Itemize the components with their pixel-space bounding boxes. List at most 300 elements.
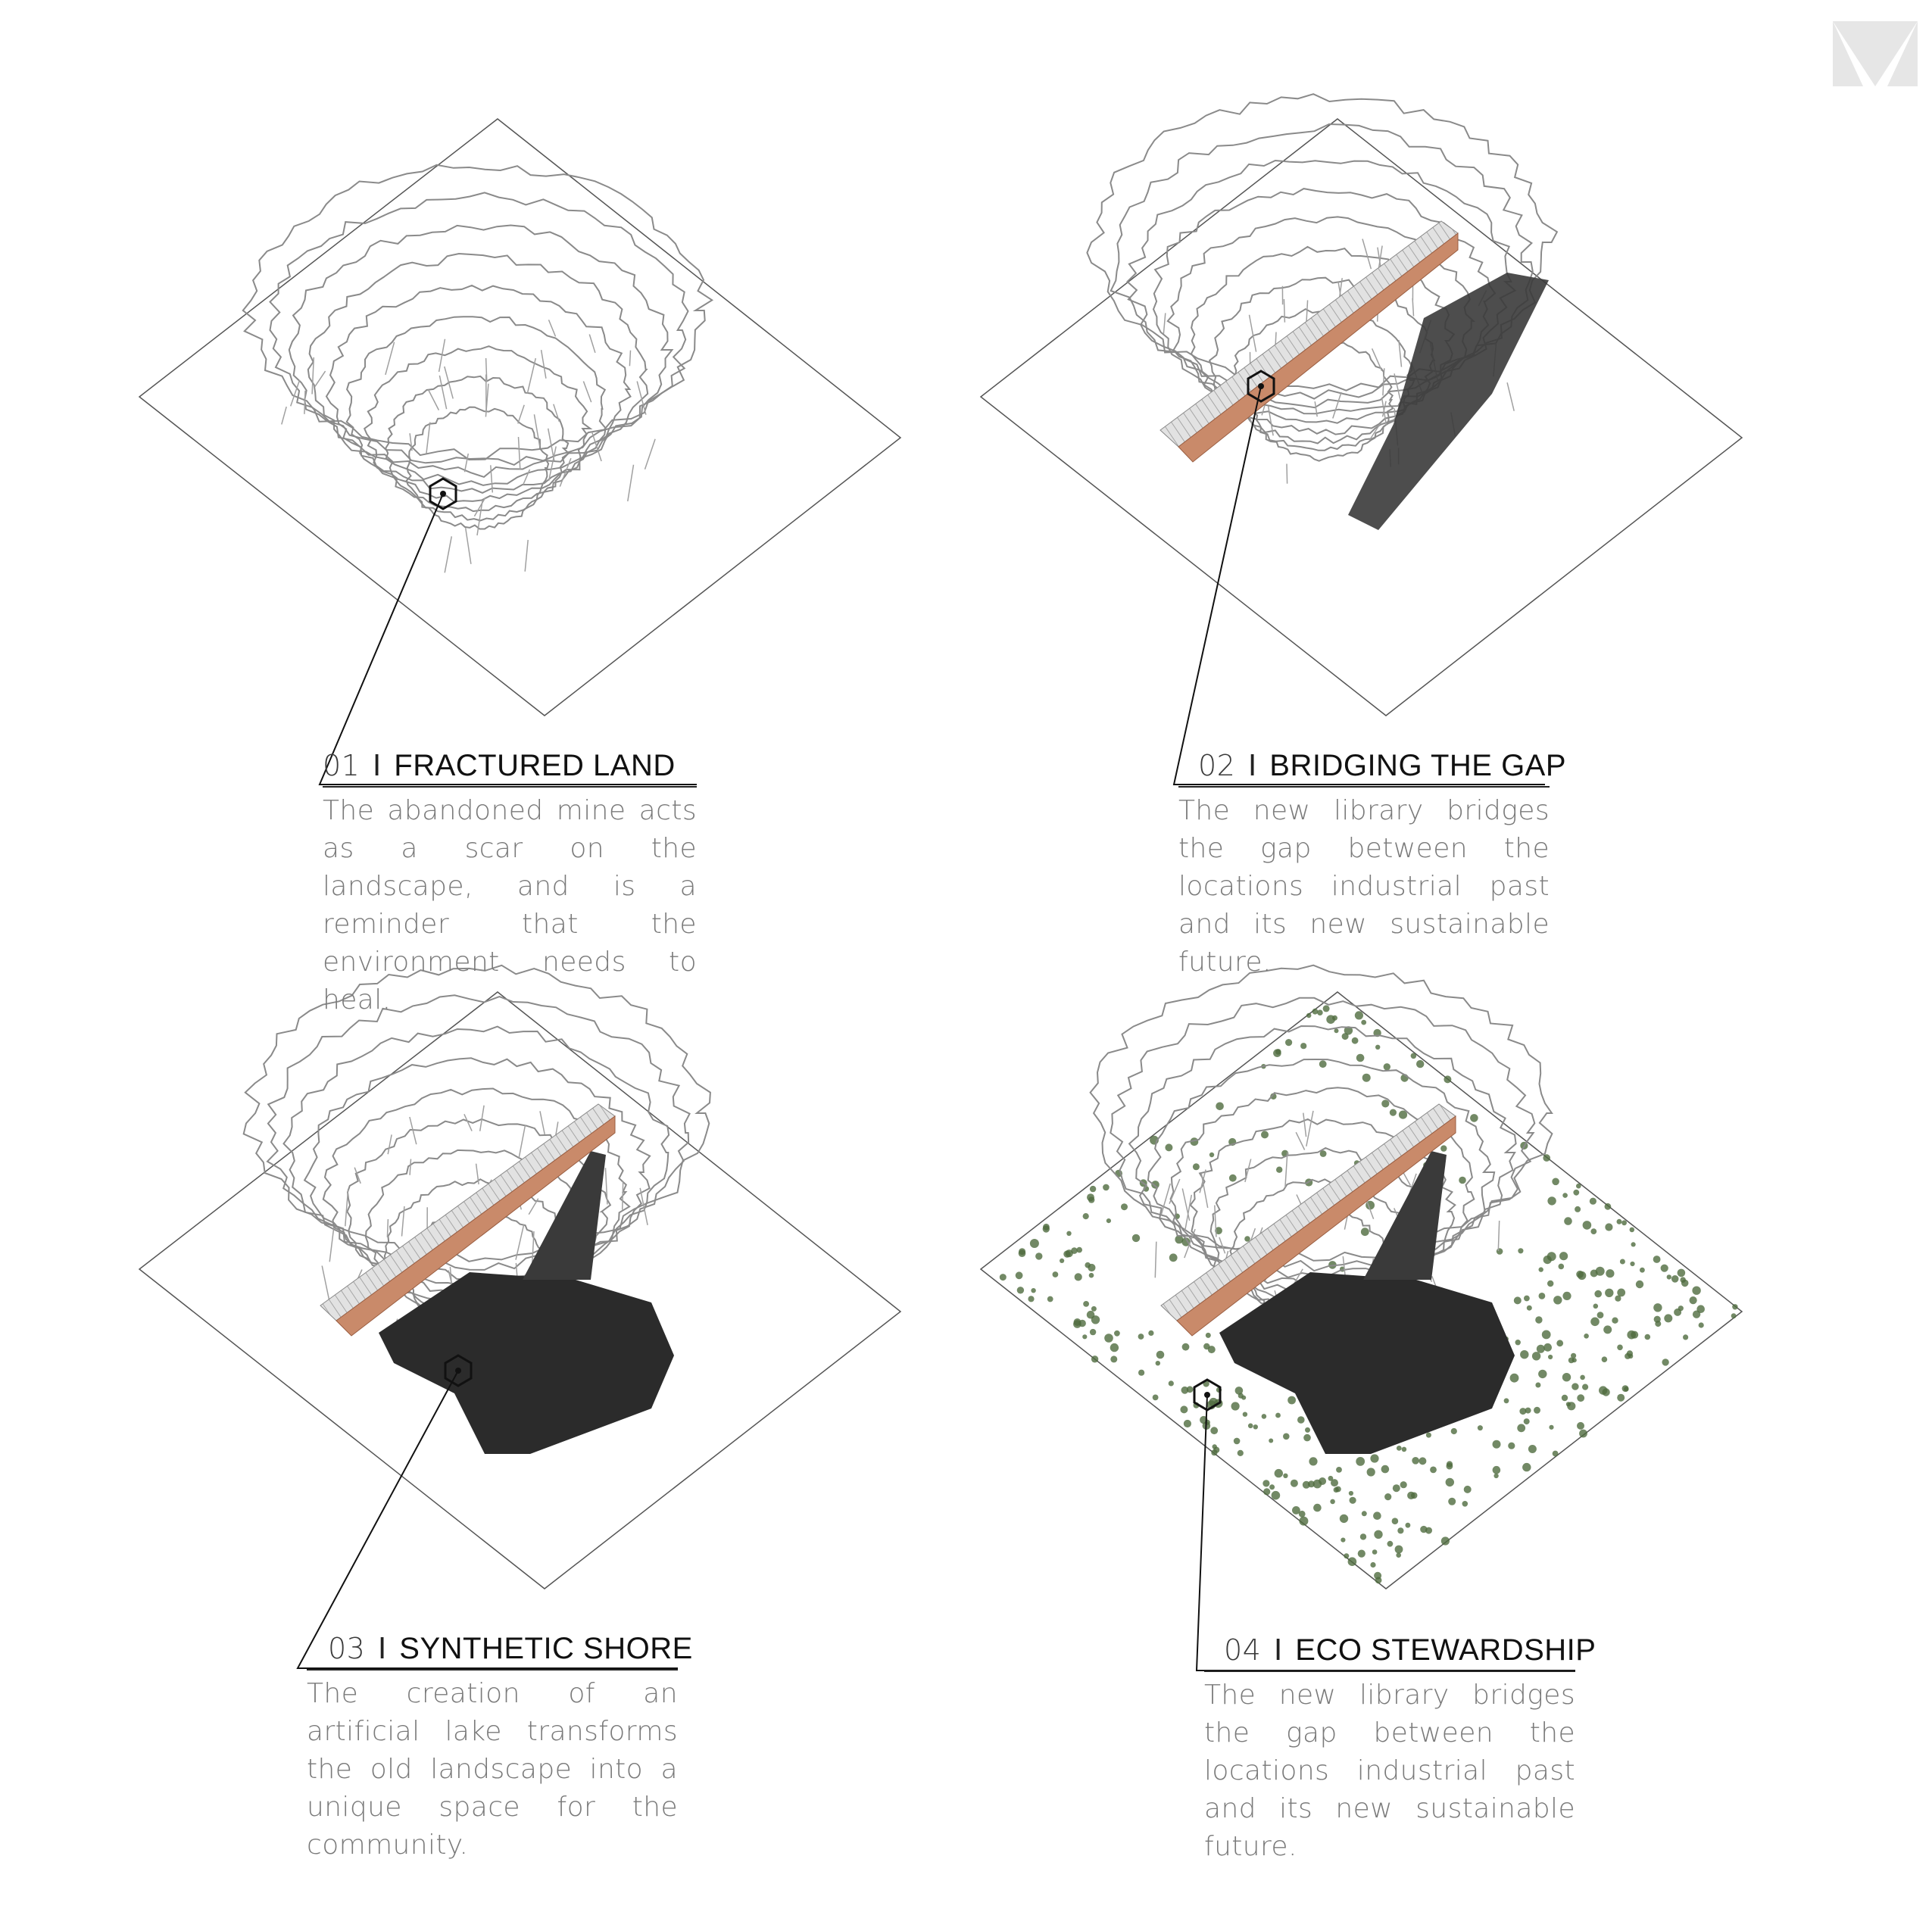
tree-mark [1272, 1491, 1281, 1500]
tree-mark [1373, 1511, 1381, 1520]
caption-underline [1178, 786, 1550, 788]
caption-number: 01 [323, 749, 360, 782]
tree-mark [1493, 1440, 1501, 1449]
tree-mark [1165, 1143, 1172, 1151]
tree-mark [1683, 1334, 1688, 1340]
tree-mark [1508, 1443, 1515, 1449]
caption-description: The creation of an artificial lake transforms the old landscape into a unique space for the community. [307, 1678, 678, 1861]
tree-mark [1562, 1373, 1571, 1381]
terrain-fracture [1306, 1111, 1313, 1146]
tree-mark [1361, 1020, 1366, 1025]
tree-mark [1341, 1538, 1345, 1543]
tree-mark [1617, 1345, 1623, 1351]
tree-mark [1234, 1438, 1241, 1445]
tree-mark [1381, 1100, 1389, 1107]
tree-mark [1356, 1054, 1365, 1062]
terrain-fracture [1201, 1173, 1208, 1208]
terrain-fracture [645, 439, 656, 469]
tree-mark [1615, 1296, 1621, 1302]
tree-mark [1184, 1420, 1191, 1427]
caption-heading: ECO STEWARDSHIP [1295, 1633, 1596, 1667]
tree-mark [1362, 1074, 1371, 1082]
caption-number: 04 [1224, 1633, 1262, 1667]
terrain-fracture [480, 1106, 484, 1131]
tree-mark [1395, 1546, 1403, 1554]
tree-mark [1620, 1259, 1625, 1265]
terrain-fracture [315, 371, 326, 387]
tree-mark [1617, 1394, 1625, 1402]
tree-mark [1276, 1167, 1282, 1173]
tree-mark [1547, 1252, 1556, 1261]
tree-mark [1083, 1301, 1089, 1307]
tree-mark [1340, 1515, 1348, 1523]
tree-mark [1559, 1264, 1565, 1270]
tree-mark [1132, 1234, 1140, 1242]
mine-pit-terrain [243, 165, 712, 573]
tree-mark [1275, 1413, 1281, 1418]
tree-mark [1019, 1249, 1026, 1257]
tree-mark [1344, 1553, 1349, 1558]
caption-title [1204, 1631, 1596, 1669]
terrain-fracture [1498, 1221, 1499, 1251]
tree-mark [1060, 1259, 1064, 1263]
tree-mark [1573, 1190, 1579, 1196]
tree-mark [1576, 1184, 1581, 1189]
tree-mark [1053, 1271, 1059, 1277]
terrain-fracture [1303, 1113, 1306, 1137]
tree-mark [1419, 1457, 1426, 1465]
tree-mark [1566, 1402, 1571, 1406]
tree-mark [1430, 1467, 1437, 1474]
tree-mark [1110, 1355, 1117, 1362]
tree-mark [1732, 1304, 1737, 1309]
tree-mark [1362, 1511, 1367, 1516]
tree-mark [1447, 1463, 1453, 1470]
tree-mark [1083, 1213, 1089, 1219]
terrain-fracture [527, 358, 535, 394]
tree-mark [1548, 1355, 1553, 1359]
tree-mark [1106, 1218, 1111, 1223]
tree-mark [1576, 1271, 1584, 1278]
tree-mark [1085, 1262, 1091, 1268]
caption-description: The new library bridges the gap between the locations industrial past and its new sustainable future. [1204, 1680, 1575, 1862]
tree-mark [1349, 1491, 1353, 1496]
terrain-fracture [529, 1199, 538, 1215]
caption-separator: I [1247, 749, 1257, 782]
tree-mark [1590, 1198, 1596, 1205]
terrain-fracture [549, 320, 556, 336]
terrain-fracture [518, 405, 524, 424]
tree-mark [1583, 1221, 1592, 1230]
panel-3-diagram [139, 965, 900, 1668]
terrain-fracture [589, 335, 595, 353]
caption-panel-3 [307, 1630, 693, 1864]
tree-mark [1392, 1518, 1399, 1524]
tree-mark [1524, 1418, 1530, 1424]
tree-mark [1590, 1318, 1600, 1327]
terrain-fracture [1184, 1195, 1191, 1233]
terrain-fracture [439, 376, 446, 409]
tree-mark [1527, 1306, 1532, 1311]
tree-mark [1208, 1346, 1216, 1353]
tree-mark [1562, 1292, 1571, 1300]
tree-mark [1462, 1501, 1469, 1507]
tree-mark [1291, 1480, 1298, 1487]
terrain-fracture [466, 528, 471, 564]
tree-mark [1312, 1009, 1319, 1015]
tree-mark [1696, 1305, 1705, 1313]
terrain-fracture [322, 1266, 329, 1301]
caption-separator: I [1273, 1633, 1283, 1667]
terrain-fracture [1219, 1237, 1225, 1253]
tree-mark [1572, 1383, 1578, 1390]
terrain-fracture [523, 469, 530, 485]
tree-mark [1627, 1350, 1633, 1356]
tree-mark [1209, 1153, 1214, 1157]
terrain-fracture [519, 1125, 525, 1158]
tree-mark [1528, 1445, 1537, 1453]
tree-mark [1035, 1252, 1042, 1259]
tree-mark [1082, 1334, 1087, 1339]
terrain-fracture [1250, 315, 1256, 352]
tree-mark [1478, 1425, 1483, 1430]
caption-underline [307, 1669, 678, 1671]
tree-mark [1313, 1480, 1322, 1489]
tree-mark [1594, 1290, 1602, 1298]
tree-mark [1360, 1533, 1366, 1539]
tree-mark [1542, 1330, 1551, 1340]
tree-mark [1182, 1343, 1190, 1351]
tree-mark [1358, 1550, 1366, 1558]
caption-number: 02 [1198, 749, 1236, 782]
terrain-fracture [519, 437, 520, 469]
tree-mark [1662, 1359, 1668, 1365]
terrain-fracture [387, 1219, 388, 1237]
tree-mark [1510, 1374, 1519, 1383]
tree-mark [1330, 1499, 1335, 1505]
tree-mark [1543, 1343, 1552, 1352]
tree-mark [1361, 1228, 1369, 1236]
tree-mark [1156, 1361, 1160, 1365]
tree-mark [1231, 1402, 1240, 1410]
tree-mark [1602, 1388, 1609, 1396]
terrain-fracture [429, 390, 439, 410]
tree-mark [1400, 1481, 1407, 1488]
tree-mark [1299, 1517, 1308, 1526]
tree-mark [1661, 1265, 1668, 1272]
tree-mark [1393, 1484, 1400, 1492]
tree-mark [1238, 1393, 1244, 1399]
terrain-fracture [1315, 401, 1317, 416]
tree-mark [1537, 1345, 1545, 1353]
tree-mark [1568, 1358, 1575, 1364]
tree-mark [1559, 1252, 1568, 1260]
terrain-fracture [583, 382, 591, 403]
tree-mark [1335, 1486, 1341, 1493]
tree-mark [1470, 1114, 1478, 1122]
tree-mark [1334, 1028, 1339, 1033]
tree-mark [1283, 1433, 1290, 1440]
tree-mark [1416, 1060, 1424, 1068]
tree-mark [1243, 1412, 1247, 1417]
terrain-fracture [534, 414, 539, 446]
terrain-fracture [388, 1134, 392, 1154]
tree-mark [1303, 1481, 1310, 1489]
tree-mark [1612, 1318, 1618, 1324]
tree-mark [1356, 1457, 1365, 1466]
tree-mark [1690, 1296, 1697, 1304]
caption-heading: SYNTHETIC SHORE [399, 1632, 693, 1665]
tree-mark [1031, 1288, 1035, 1293]
tree-mark [1653, 1303, 1662, 1312]
tree-mark [1216, 1103, 1224, 1111]
tree-mark [1000, 1274, 1007, 1281]
tree-mark [1497, 1248, 1503, 1255]
tree-mark [1370, 1562, 1375, 1568]
tree-mark [1328, 1476, 1334, 1481]
tree-mark [1317, 1009, 1323, 1015]
terrain-fracture [542, 350, 546, 379]
tree-mark [1355, 1011, 1363, 1019]
tree-mark [1535, 1383, 1540, 1388]
tree-mark [1524, 1296, 1530, 1302]
tree-mark [1493, 1466, 1501, 1474]
tree-mark [1211, 1449, 1217, 1455]
terrain-fracture [426, 423, 430, 454]
tree-mark [1636, 1281, 1643, 1288]
tree-mark [1263, 1488, 1270, 1495]
tree-mark [1605, 1289, 1613, 1297]
tree-mark [1319, 1060, 1327, 1068]
tree-mark [1169, 1253, 1178, 1262]
tree-mark [1590, 1228, 1596, 1234]
terrain-contour [364, 346, 590, 511]
terrain-fracture [1182, 1189, 1189, 1221]
tree-mark [1577, 1422, 1584, 1430]
tree-mark [1075, 1273, 1082, 1281]
tree-mark [1089, 1273, 1094, 1278]
caption-panel-4 [1204, 1631, 1596, 1866]
terrain-fracture [304, 391, 305, 414]
tree-mark [1367, 1468, 1375, 1476]
tree-mark [1269, 1484, 1275, 1490]
tree-mark [1681, 1280, 1689, 1287]
terrain-fracture [345, 1189, 348, 1226]
tree-mark [1562, 1395, 1568, 1401]
tree-mark [1381, 1465, 1390, 1474]
tree-mark [1043, 1225, 1050, 1232]
tree-mark [1275, 1469, 1283, 1477]
tree-mark [1180, 1405, 1188, 1413]
terrain-fracture [1412, 298, 1413, 317]
panel-1-diagram [139, 119, 900, 785]
tree-mark [1297, 1416, 1305, 1424]
tree-mark [1238, 1450, 1244, 1456]
terrain-fracture [477, 501, 482, 535]
tree-mark [1402, 1447, 1407, 1452]
tree-mark [1374, 1572, 1381, 1580]
tree-mark [1517, 1424, 1525, 1432]
tree-mark [1156, 1351, 1165, 1359]
caption-panel-1 [323, 747, 697, 1019]
tree-mark [1655, 1321, 1661, 1327]
caption-number: 03 [328, 1632, 366, 1665]
tree-mark [1370, 1454, 1378, 1462]
terrain-fracture [554, 404, 560, 422]
tree-mark [1090, 1329, 1096, 1335]
tree-mark [1148, 1330, 1153, 1336]
terrain-fracture [1155, 1242, 1156, 1278]
caption-title [307, 1630, 693, 1667]
tree-mark [1539, 1293, 1546, 1299]
tree-mark [1564, 1217, 1572, 1225]
caption-title [323, 747, 697, 785]
tree-mark [1287, 1396, 1296, 1405]
tree-mark [1520, 1350, 1528, 1359]
tree-mark [1028, 1296, 1034, 1302]
tree-mark [1671, 1275, 1679, 1283]
tree-mark [1091, 1355, 1098, 1362]
tree-mark [1114, 1330, 1120, 1337]
tree-mark [1390, 1109, 1397, 1116]
tree-mark [1451, 1428, 1457, 1434]
terrain-fracture [445, 536, 451, 572]
tree-mark [1446, 1478, 1454, 1486]
tree-mark [1577, 1394, 1584, 1402]
tree-mark [1535, 1316, 1542, 1323]
tree-mark [1397, 1527, 1403, 1533]
terrain-fracture [1507, 382, 1514, 411]
tree-mark [1303, 1434, 1311, 1442]
caption-description: The new library bridges the gap between the locations industrial past and its new sustainable future. [1178, 795, 1550, 978]
tree-mark [1547, 1281, 1553, 1287]
tree-mark [1138, 1370, 1144, 1376]
tree-mark [1091, 1306, 1097, 1312]
tree-mark [1078, 1320, 1086, 1327]
tree-mark [1692, 1287, 1700, 1295]
tree-mark [1066, 1249, 1073, 1257]
tree-mark [1603, 1325, 1612, 1334]
tree-mark [1017, 1287, 1024, 1293]
tree-mark [1519, 1408, 1526, 1415]
tree-mark [1575, 1206, 1581, 1212]
tree-mark [1253, 1424, 1258, 1429]
tree-mark [1138, 1334, 1144, 1340]
tree-mark [1459, 1177, 1466, 1184]
tree-mark [1582, 1384, 1588, 1390]
tree-mark [1622, 1385, 1629, 1392]
caption-heading: FRACTURED LAND [394, 749, 676, 782]
tree-mark [1553, 1296, 1562, 1304]
caption-underline [323, 786, 697, 788]
tree-mark [1580, 1375, 1585, 1380]
tree-mark [1103, 1184, 1110, 1191]
tree-mark [1645, 1334, 1651, 1340]
tree-mark [1350, 1497, 1356, 1504]
tree-mark [1206, 1333, 1211, 1338]
tree-mark [1674, 1309, 1681, 1316]
leader-line [1174, 386, 1545, 785]
tree-mark [1187, 1386, 1194, 1393]
tree-mark [1630, 1228, 1635, 1233]
tree-mark [1731, 1313, 1737, 1318]
tree-mark [1493, 1474, 1498, 1478]
tree-mark [1630, 1262, 1634, 1266]
tree-mark [1441, 1536, 1450, 1545]
tree-mark [1087, 1311, 1095, 1319]
caption-title [1178, 747, 1567, 785]
tree-mark [1229, 1175, 1237, 1182]
caption-underline [1204, 1671, 1575, 1672]
tree-mark [1515, 1340, 1521, 1345]
tree-mark [1306, 1013, 1311, 1018]
caption-heading: BRIDGING THE GAP [1269, 749, 1567, 782]
tree-mark [1597, 1312, 1604, 1318]
terrain-fracture [525, 540, 528, 572]
tree-mark [1534, 1407, 1540, 1414]
tree-mark [1309, 1457, 1317, 1465]
tree-mark [1406, 1523, 1411, 1528]
tree-mark [1640, 1268, 1645, 1273]
tree-mark [1553, 1451, 1559, 1457]
tree-mark [1539, 1267, 1543, 1271]
tree-mark [1621, 1220, 1627, 1225]
panel-4-diagram [981, 965, 1742, 1671]
tree-mark [1602, 1356, 1608, 1362]
tree-mark [1121, 1203, 1128, 1210]
tree-mark [1323, 1005, 1330, 1012]
tree-mark [1617, 1219, 1622, 1224]
tree-mark [1514, 1296, 1522, 1304]
tree-mark [1562, 1193, 1568, 1198]
tree-mark [1285, 1039, 1292, 1046]
tree-mark [1384, 1063, 1390, 1070]
tree-mark [1556, 1340, 1563, 1346]
tree-mark [1374, 1530, 1382, 1539]
leader-line [320, 494, 697, 785]
tree-mark [1426, 1433, 1431, 1438]
terrain-fracture [1163, 313, 1165, 333]
tree-mark [1699, 1322, 1704, 1327]
caption-panel-2 [1178, 747, 1567, 981]
caption-separator: I [377, 1632, 387, 1665]
tree-mark [1153, 1395, 1159, 1401]
tree-mark [1397, 1446, 1402, 1451]
tree-mark [1169, 1380, 1174, 1386]
tree-mark [1352, 1037, 1359, 1044]
tree-mark [1210, 1427, 1218, 1434]
terrain-fracture [540, 1111, 545, 1134]
tree-mark [1375, 1045, 1380, 1050]
tree-mark [1590, 1270, 1598, 1277]
terrain-fracture [628, 465, 634, 501]
tree-mark [1411, 1053, 1417, 1059]
tree-mark [1448, 1498, 1456, 1505]
tree-mark [1547, 1196, 1556, 1205]
tree-mark [1076, 1247, 1082, 1253]
terrain-fracture [329, 1229, 333, 1262]
terrain-fracture [282, 407, 286, 424]
tree-mark [1579, 1430, 1587, 1438]
terrain-fracture [1169, 1179, 1180, 1204]
terrain-fracture [1394, 373, 1400, 401]
artificial-lake [379, 1272, 674, 1454]
tree-mark [1664, 1314, 1672, 1322]
tree-mark [1631, 1242, 1636, 1246]
tree-mark [1292, 1506, 1300, 1515]
tree-mark [1313, 1504, 1322, 1512]
caption-description: The abandoned mine acts as a scar on the landscape, and is a reminder that the environment needs to heal. [323, 795, 697, 1015]
